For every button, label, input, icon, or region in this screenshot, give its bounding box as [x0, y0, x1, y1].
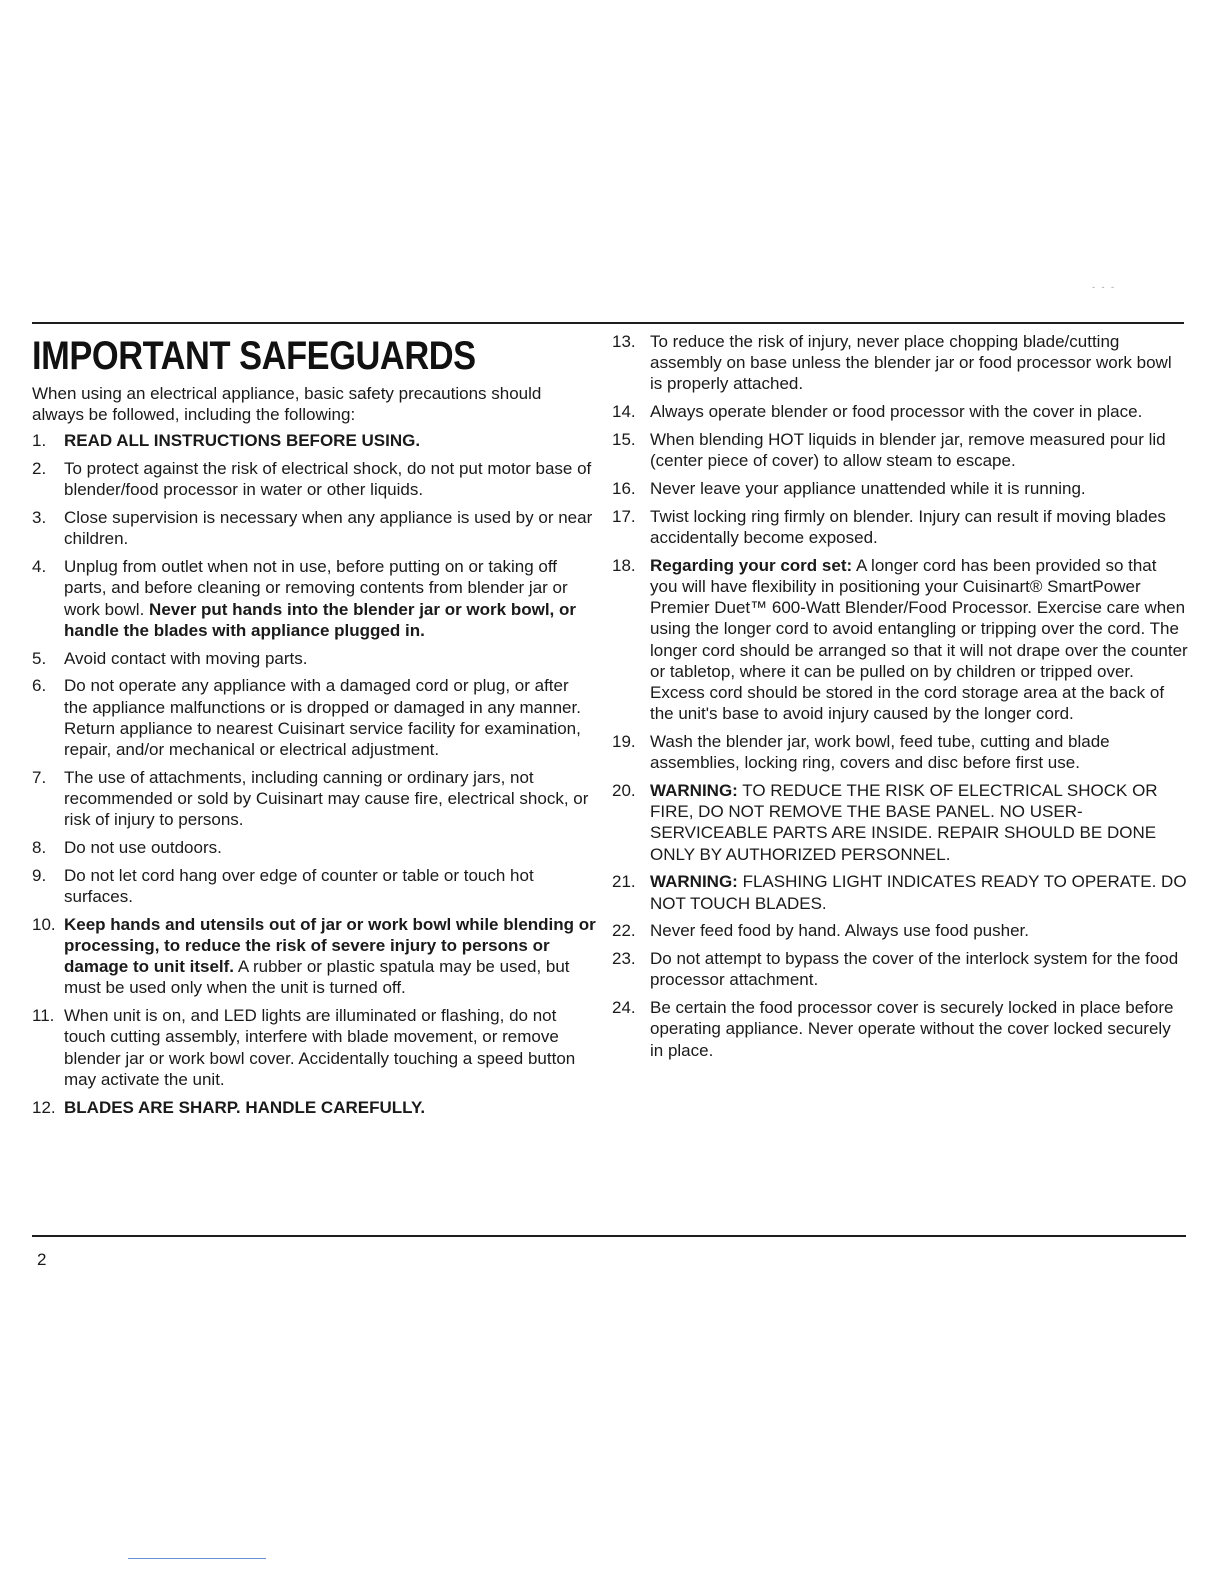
safeguard-item: [612, 331, 1188, 395]
page-title: IMPORTANT SAFEGUARDS: [32, 334, 476, 378]
item-number: 10.: [32, 914, 56, 934]
safeguard-item: [612, 780, 1188, 865]
safeguard-item: [32, 865, 596, 907]
item-bold-text: Regarding your cord set:: [650, 555, 853, 575]
safeguard-item: [612, 920, 1188, 941]
item-number: 3.: [32, 508, 47, 528]
safeguard-item: [612, 401, 1188, 422]
item-number: 7.: [32, 767, 47, 787]
item-number: 16.: [612, 479, 636, 498]
item-text: Do not operate any appliance with a damaged cord or plug, or after the appliance malfunctions or is dropped or damaged in any manner. Return appliance to nearest Cuisinart service facility for examination, repair, and/or mechanical or electrical adjustment.: [64, 676, 581, 760]
item-text: Avoid contact with moving parts.: [64, 648, 308, 668]
right-column: [612, 331, 1188, 1067]
safeguard-item: [612, 555, 1188, 725]
item-bold-text: WARNING:: [650, 781, 738, 801]
item-text: When blending HOT liquids in blender jar, remove measured pour lid (center piece of cover) to allow steam to escape.: [650, 430, 1166, 471]
safeguard-item: [32, 458, 596, 500]
item-text: Do not use outdoors.: [64, 838, 222, 858]
item-number: 24.: [612, 998, 636, 1018]
item-number: 21.: [612, 872, 636, 892]
safeguards-list-left: [32, 430, 596, 1117]
item-text: Twist locking ring firmly on blender. Injury can result if moving blades accidentally become exposed.: [650, 506, 1166, 547]
item-bold-text: BLADES ARE SHARP. HANDLE CAREFULLY.: [64, 1097, 426, 1117]
item-number: 5.: [32, 648, 47, 668]
item-number: 1.: [32, 431, 47, 451]
safeguard-item: [612, 429, 1188, 471]
safeguard-item: [32, 837, 596, 858]
item-text: When unit is on, and LED lights are illuminated or flashing, do not touch cutting assembly, interfere with blade movement, or remove blender jar or work bowl cover. Accidentally touching a speed button may activate the unit.: [64, 1006, 576, 1089]
link-underline: [128, 1558, 266, 1559]
item-text: Do not let cord hang over edge of counter or table or touch hot surfaces.: [64, 865, 534, 907]
top-rule: [32, 322, 1184, 324]
item-number: 4.: [32, 557, 47, 577]
bottom-rule: [32, 1235, 1186, 1237]
item-text: Close supervision is necessary when any appliance is used by or near children.: [64, 508, 593, 549]
item-text: Do not attempt to bypass the cover of the interlock system for the food processor attachment.: [650, 949, 1179, 990]
item-number: 11.: [32, 1006, 55, 1026]
item-text: The use of attachments, including canning or ordinary jars, not recommended or sold by Cuisinart may cause fire, electrical shock, or risk of injury to persons.: [64, 767, 589, 830]
item-number: 13.: [612, 332, 636, 351]
item-text: Wash the blender jar, work bowl, feed tube, cutting and blade assemblies, locking ring, covers and disc before first use.: [650, 732, 1110, 773]
item-text: TO REDUCE THE RISK OF ELECTRICAL SHOCK OR FIRE, DO NOT REMOVE THE BASE PANEL. NO USER-SERVICEABLE PARTS ARE INSIDE. REPAIR SHOULD BE DONE ONLY BY AUTHORIZED PERSONNEL.: [650, 781, 1158, 864]
item-text: A rubber or plastic spatula may be used, but must be used only when the unit is turned off.: [64, 957, 570, 998]
item-number: 8.: [32, 838, 47, 858]
item-text: Never leave your appliance unattended while it is running.: [650, 479, 1086, 498]
safeguard-item: [32, 430, 596, 451]
item-number: 17.: [612, 506, 636, 526]
safeguard-item: [32, 675, 596, 760]
scan-specks: ‐ ‐ ‐: [1092, 282, 1116, 292]
item-text: Be certain the food processor cover is securely locked in place before operating appliance. Never operate without the cover locked securely in place.: [650, 998, 1174, 1060]
item-number: 19.: [612, 732, 636, 752]
safeguard-item: [612, 731, 1188, 773]
item-number: 22.: [612, 921, 636, 941]
item-text: Never feed food by hand. Always use food pusher.: [650, 921, 1029, 941]
item-number: 2.: [32, 459, 47, 479]
item-text: FLASHING LIGHT INDICATES READY TO OPERATE. DO NOT TOUCH BLADES.: [650, 872, 1187, 913]
item-text: To reduce the risk of injury, never place chopping blade/cutting assembly on base unless the blender jar or food processor work bowl is properly attached.: [650, 332, 1172, 394]
item-text: To protect against the risk of electrical shock, do not put motor base of blender/food processor in water or other liquids.: [64, 459, 592, 500]
safeguard-item: [32, 648, 596, 669]
safeguard-item: [32, 507, 596, 549]
safeguard-item: [32, 914, 596, 999]
safeguard-item: [612, 948, 1188, 990]
item-number: 15.: [612, 430, 636, 449]
safeguard-item: [32, 1005, 596, 1090]
item-text: Unplug from outlet when not in use, before putting on or taking off parts, and before cleaning or removing contents from blender jar or work bowl.: [64, 557, 568, 619]
item-number: 12.: [32, 1097, 56, 1117]
safeguards-list-right: [612, 331, 1188, 1061]
item-bold-text: READ ALL INSTRUCTIONS BEFORE USING.: [64, 431, 421, 451]
safeguard-item: [32, 767, 596, 831]
safeguard-item: [612, 871, 1188, 913]
item-number: 14.: [612, 402, 636, 422]
intro-text: When using an electrical appliance, basic safety precautions should always be followed, including the following:: [32, 384, 542, 425]
item-bold-text: Never put hands into the blender jar or work bowl, or handle the blades with appliance plugged in.: [64, 599, 576, 640]
safeguard-item: [32, 556, 596, 641]
left-column: [32, 331, 596, 1124]
safeguard-item: [612, 478, 1188, 499]
item-number: 6.: [32, 676, 47, 696]
item-number: 18.: [612, 555, 636, 575]
item-number: 20.: [612, 781, 636, 801]
item-number: 23.: [612, 949, 636, 969]
safeguard-item: [32, 1097, 596, 1118]
item-bold-text: Keep hands and utensils out of jar or work bowl while blending or processing, to reduce the risk of severe injury to persons or damage to unit itself.: [64, 914, 596, 977]
safeguard-item: [612, 997, 1188, 1061]
item-text: A longer cord has been provided so that you will have flexibility in positioning your Cuisinart® SmartPower Premier Duet™ 600-Watt Blender/Food Processor. Exercise care when using the longer cord to avoid entangling or tripping over the cord. The longer cord should be arranged so that it will not drape over the counter or tabletop, where it can be pulled on by children or tripped over. Excess cord should be stored in the cord storage area at the back of the unit's base to avoid injury caused by the longer cord.: [650, 555, 1188, 724]
page-number: 2: [37, 1250, 47, 1269]
safeguard-item: [612, 506, 1188, 548]
item-bold-text: WARNING:: [650, 872, 738, 892]
item-number: 9.: [32, 865, 47, 885]
item-text: Always operate blender or food processor with the cover in place.: [650, 402, 1143, 422]
